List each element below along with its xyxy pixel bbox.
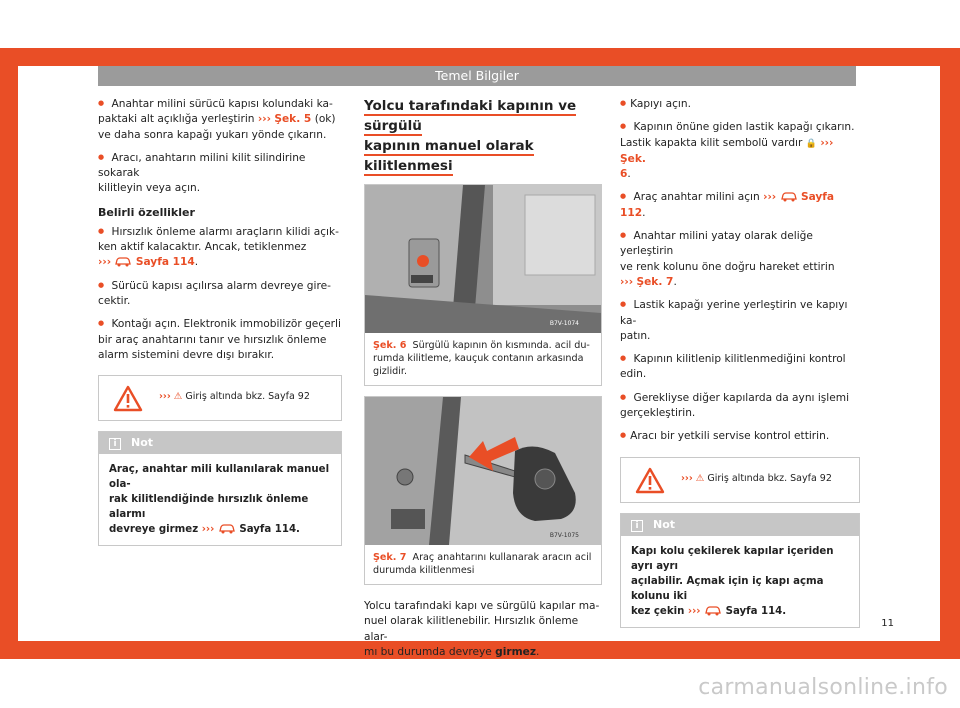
car-symbol-icon: [704, 605, 722, 616]
page-frame: [0, 48, 960, 659]
warning-triangle-icon: [113, 385, 143, 412]
paragraph-manual-lock: Yolcu tarafındaki kapı ve sürgülü kapılar ma- nuel olarak kilitlenebilir. Hırsızlık önleme alar- mı bu durumda devreye girmez.: [364, 600, 600, 658]
bullet-driver-door: ● Sürücü kapısı açılırsa alarm devreye gire- cektir.: [98, 278, 342, 310]
section-header: [98, 66, 856, 86]
warning-small-icon: ⚠: [173, 391, 183, 403]
bullet-alarm-active: ● Hırsızlık önleme alarmı araçların kilidi açık- ken aktif kalacaktır. Ancak, tetiklenmez ››› Sayfa 114.: [98, 224, 342, 271]
warning-small-icon: ⚠: [695, 472, 705, 484]
figure-6: [364, 184, 602, 386]
ref-arrow-icon: ›››: [763, 191, 777, 204]
car-symbol-icon: [218, 523, 236, 534]
ref-arrow-icon: ›››: [98, 256, 112, 269]
fig-7-link[interactable]: Şek. 7: [636, 275, 674, 288]
page-114-link[interactable]: Sayfa 114: [135, 256, 195, 269]
watermark: carmanualsonline.info: [698, 675, 948, 700]
fig-5-link[interactable]: Şek. 5: [274, 113, 312, 126]
bullet-insert-key: ● Anahtar milini sürücü kapısı kolundaki ka- paktaki alt açıklığa yerleştirin ››› Şek. 5 (ok) ve daha sonra kapağı yukarı yönde çıkarın.: [98, 96, 342, 143]
note-box: i Not Araç, anahtar mili kullanılarak manuel ola- rak kilitlendiğinde hırsızlık önleme alarmı devreye girmez ››› Sayfa 114.: [98, 431, 342, 546]
figure-7-label: Şek. 7: [373, 552, 407, 563]
warning-box: [98, 375, 342, 421]
figure-6-caption: Şek. 6 Sürgülü kapının ön kısmında. acil du- rumda kilitleme, kauçuk contanın arkasında gizlidir.: [373, 340, 590, 377]
section-header-title: Temel Bilgiler: [435, 68, 519, 83]
page-number: 11: [881, 618, 894, 629]
figure-7-image: [365, 397, 601, 545]
section-title: Yolcu tarafındaki kapının ve sürgülü kapının manuel olarak kilitlenmesi: [364, 98, 577, 174]
ref-arrow-icon: ›››: [820, 136, 834, 149]
warning-triangle-icon: [635, 467, 665, 494]
ref-arrow-icon: ›››: [257, 113, 271, 126]
fig-6-link[interactable]: Şek.: [620, 152, 646, 165]
ref-arrow-icon: ›››: [681, 472, 693, 484]
page-114-link[interactable]: Sayfa 114.: [239, 524, 300, 536]
ref-arrow-icon: ›››: [201, 524, 215, 536]
ref-arrow-icon: ›››: [159, 391, 171, 403]
column-middle: [364, 96, 602, 667]
figure-7-caption: Şek. 7 Araç anahtarını kullanarak aracın acil durumda kilitlenmesi: [373, 552, 592, 576]
note-title: Not: [653, 517, 676, 531]
bullet-check-lock: ● Kapının kilitlenip kilitlenmediğini kontrol edin.: [620, 351, 860, 383]
info-icon: i: [631, 520, 643, 532]
bullet-remove-cap: ● Kapının önüne giden lastik kapağı çıkarın. Lastik kapakta kilit sembolü vardır 🔒 ››› Şek. 6.: [620, 119, 860, 182]
bullet-service: ● Aracı bir yetkili servise kontrol ettirin.: [620, 428, 860, 444]
warning-box: [620, 457, 860, 503]
figure-6-image: [365, 185, 601, 333]
page-112-link[interactable]: Sayfa 112: [620, 191, 835, 219]
warning-link[interactable]: Giriş altında bkz. Sayfa 92: [707, 472, 832, 484]
figure-6-label: Şek. 6: [373, 340, 407, 351]
figure-7: [364, 396, 602, 585]
car-symbol-icon: [114, 256, 132, 267]
bullet-replace-cap: ● Lastik kapağı yerine yerleştirin ve kapıyı ka- patın.: [620, 297, 860, 344]
column-left: [98, 96, 342, 546]
warning-link[interactable]: Giriş altında bkz. Sayfa 92: [185, 391, 310, 403]
figure-7-code: B7V-1075: [549, 532, 579, 539]
column-right: [620, 96, 860, 628]
bullet-lock-vehicle: ● Aracı, anahtarın milini kilit silindirine sokarak kilitleyin veya açın.: [98, 150, 342, 197]
bullet-open-door: ● Kapıyı açın.: [620, 96, 860, 112]
note-box: i Not Kapı kolu çekilerek kapılar içeriden ayrı ayrı açılabilir. Açmak için iç kapı açma kolunu iki kez çekin ››› Sayfa 114.: [620, 513, 860, 628]
car-symbol-icon: [780, 191, 798, 202]
bullet-open-key: ● Araç anahtar milini açın ››› Sayfa 112.: [620, 189, 860, 221]
bullet-other-doors: ● Gerekliyse diğer kapılarda da aynı işlemi gerçekleştirin.: [620, 390, 860, 422]
bullet-ignition: ● Kontağı açın. Elektronik immobilizör geçerli bir araç anahtarını tanır ve hırsızlık önleme alarm sistemini devre dışı bırakır.: [98, 316, 342, 363]
lock-icon: 🔒: [805, 138, 817, 149]
page-114-link[interactable]: Sayfa 114.: [725, 605, 787, 617]
figure-6-code: B7V-1074: [549, 320, 579, 327]
ref-arrow-icon: ›››: [620, 275, 634, 288]
subheading-features: Belirli özellikler: [98, 205, 195, 219]
manual-page: [18, 66, 940, 658]
info-icon: i: [109, 438, 121, 450]
ref-arrow-icon: ›››: [687, 605, 701, 617]
bullet-insert-horizontal: ● Anahtar milini yatay olarak deliğe yerleştirin ve renk kolunu öne doğru hareket ettirin ››› Şek. 7.: [620, 228, 860, 290]
note-title: Not: [131, 436, 154, 450]
